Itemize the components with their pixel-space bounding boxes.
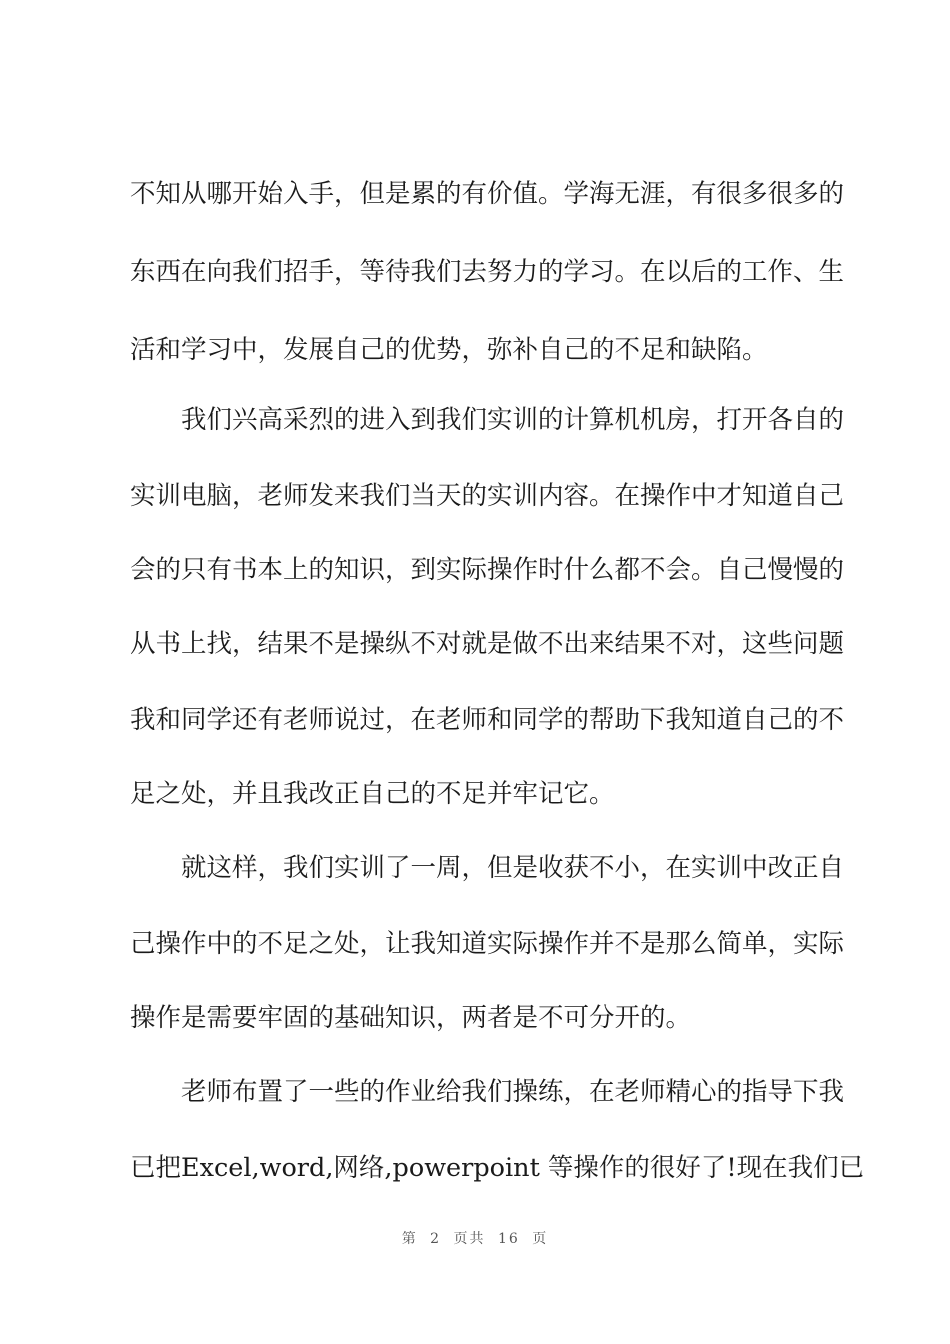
text-line: 已把Excel,word,网络,powerpoint 等操作的很好了!现在我们已: [130, 1153, 865, 1183]
page-number-footer: 第 2 页共 16 页: [401, 1231, 549, 1247]
text-line: 东西在向我们招手，等待我们去努力的学习。在以后的工作、生: [130, 257, 845, 287]
text-line: 活和学习中，发展自己的优势，弥补自己的不足和缺陷。: [130, 335, 768, 365]
text-line: 足之处，并且我改正自己的不足并牢记它。: [130, 779, 615, 809]
text-line: 会的只有书本上的知识，到实际操作时什么都不会。自己慢慢的: [130, 555, 845, 585]
text-line: 不知从哪开始入手，但是累的有价值。学海无涯，有很多很多的: [130, 179, 845, 209]
text-line: 我们兴高采烈的进入到我们实训的计算机机房，打开各自的: [130, 405, 845, 435]
text-line: 就这样，我们实训了一周，但是收获不小，在实训中改正自: [130, 853, 845, 883]
text-line: 实训电脑，老师发来我们当天的实训内容。在操作中才知道自己: [130, 481, 845, 511]
text-line: 老师布置了一些的作业给我们操练，在老师精心的指导下我: [130, 1077, 845, 1107]
text-line: 己操作中的不足之处，让我知道实际操作并不是那么简单，实际: [130, 929, 845, 959]
text-line: 我和同学还有老师说过，在老师和同学的帮助下我知道自己的不: [130, 705, 845, 735]
text-line: 操作是需要牢固的基础知识，两者是不可分开的。: [130, 1003, 692, 1033]
text-line: 从书上找，结果不是操纵不对就是做不出来结果不对，这些问题: [130, 629, 845, 659]
